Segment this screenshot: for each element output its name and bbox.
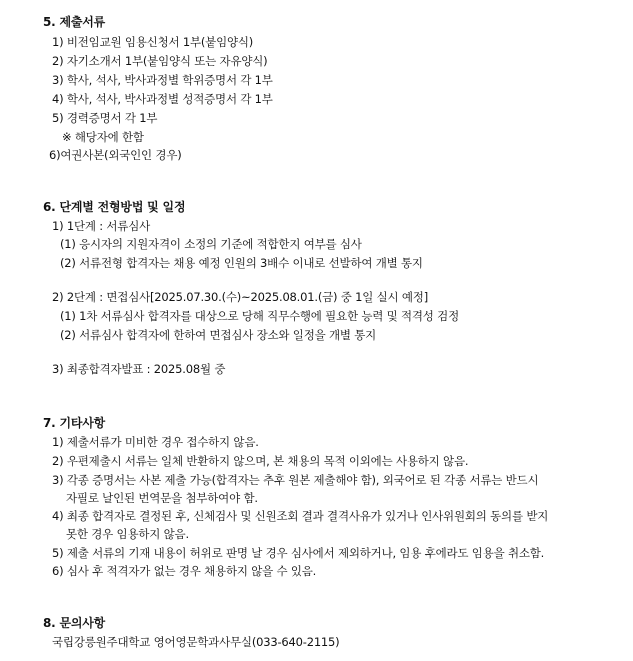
section-5-item: 6)여권사본(외국인인 경우) [49, 148, 182, 162]
section-6-subitem: (2) 서류전형 합격자는 채용 예정 인원의 3배수 이내로 선발하여 개별 통지 [60, 256, 423, 270]
section-7-item-continued: 자필로 날인된 번역문을 첨부하여야 함. [66, 491, 258, 505]
section-7-item: 5) 제출 서류의 기재 내용이 허위로 판명 날 경우 심사에서 제외하거나, 임용 후에라도 임용을 취소함. [52, 546, 545, 560]
section-7-item: 2) 우편제출시 서류는 일체 반환하지 않으며, 본 채용의 목적 이외에는 사용하지 않음. [52, 454, 469, 468]
section-5-heading: 5. 제출서류 [43, 15, 106, 29]
section-7-heading: 7. 기타사항 [43, 416, 106, 430]
section-6-item: 1) 1단계 : 서류심사 [52, 219, 151, 233]
section-7-item: 3) 각종 증명서는 사본 제출 가능(합격자는 추후 원본 제출해야 함), 외국어로 된 각종 서류는 반드시 [52, 473, 539, 487]
section-6-item: 3) 최종합격자발표 : 2025.08월 중 [52, 362, 226, 376]
section-6-subitem: (1) 응시자의 지원자격이 소정의 기준에 적합한지 여부를 심사 [60, 237, 362, 251]
contact-info: 국립강릉원주대학교 영어영문학과사무실(033-640-2115) [52, 635, 340, 649]
section-6-item: 2) 2단계 : 면접심사[2025.07.30.(수)~2025.08.01.(금) 중 1일 실시 예정] [52, 290, 428, 304]
section-6-subitem: (2) 서류심사 합격자에 한하여 면접심사 장소와 일정을 개별 통지 [60, 328, 377, 342]
section-5-item: 4) 학사, 석사, 박사과정별 성적증명서 각 1부 [52, 92, 273, 106]
section-5-item: 3) 학사, 석사, 박사과정별 학위증명서 각 1부 [52, 73, 273, 87]
section-8-heading: 8. 문의사항 [43, 616, 106, 630]
section-5-item: 2) 자기소개서 1부(붙임양식 또는 자유양식) [52, 54, 268, 68]
section-6-heading: 6. 단계별 전형방법 및 일정 [43, 200, 186, 214]
section-5-note: ※ 해당자에 한함 [62, 130, 144, 144]
section-7-item-continued: 못한 경우 임용하지 않음. [66, 527, 189, 541]
section-6-subitem: (1) 1차 서류심사 합격자를 대상으로 당해 직무수행에 필요한 능력 및 적격성 검정 [60, 309, 459, 323]
section-7-item: 4) 최종 합격자로 결정된 후, 신체검사 및 신원조회 결과 결격사유가 있거나 인사위원회의 동의를 받지 [52, 509, 549, 523]
section-5-item: 5) 경력증명서 각 1부 [52, 111, 158, 125]
section-7-item: 1) 제출서류가 미비한 경우 접수하지 않음. [52, 435, 259, 449]
section-5-item: 1) 비전임교원 임용신청서 1부(붙임양식) [52, 35, 254, 49]
section-7-item: 6) 심사 후 적격자가 없는 경우 채용하지 않을 수 있음. [52, 564, 317, 578]
